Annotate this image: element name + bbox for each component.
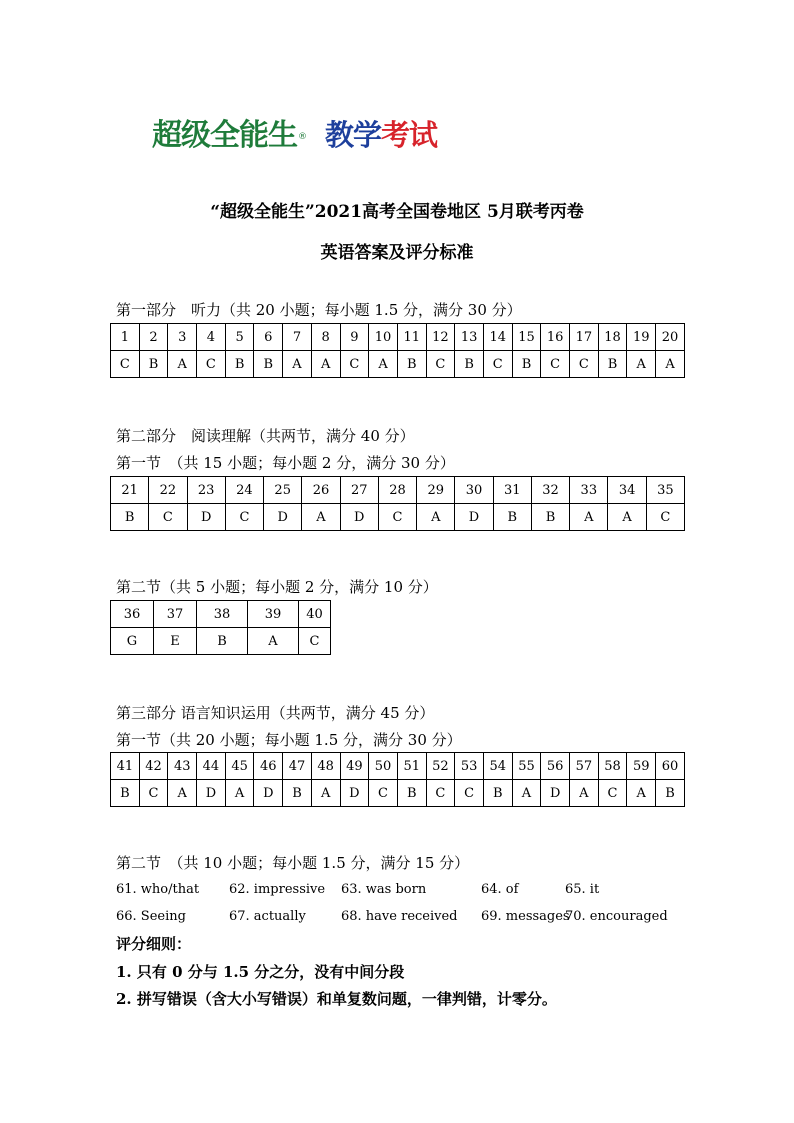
- fill-in-answer: 64. of: [481, 882, 519, 897]
- answer-cell: B: [483, 780, 512, 807]
- answer-cell: C: [646, 504, 684, 531]
- answer-cell: B: [197, 628, 248, 655]
- question-number-cell: 25: [264, 477, 302, 504]
- question-number-cell: 51: [397, 753, 426, 780]
- logo-tag-part1: 教学: [325, 118, 382, 152]
- fill-in-answer: 66. Seeing: [116, 909, 186, 924]
- part2-section2-heading: 第二节（共 5 小题；每小题 2 分，满分 10 分）: [116, 578, 438, 596]
- answer-row: [111, 628, 331, 655]
- part3-section2-heading: 第二节 （共 10 小题；每小题 1.5 分，满分 15 分）: [116, 854, 470, 872]
- part2-section2-answer-table: [110, 600, 331, 655]
- logo-tagline: [325, 118, 437, 152]
- question-number-cell: 27: [340, 477, 378, 504]
- answer-cell: B: [656, 780, 685, 807]
- question-number-cell: 48: [311, 753, 340, 780]
- answer-cell: D: [455, 504, 493, 531]
- scoring-rule-2: 2. 拼写错误（含大小写错误）和单复数问题，一律判错，计零分。: [116, 990, 557, 1008]
- answer-cell: E: [154, 628, 197, 655]
- question-number-cell: 43: [168, 753, 197, 780]
- question-number-cell: 6: [254, 324, 283, 351]
- question-number-cell: 42: [139, 753, 168, 780]
- logo: [152, 110, 438, 153]
- registered-mark: ®: [298, 131, 307, 142]
- question-number-cell: 9: [340, 324, 369, 351]
- question-number-cell: 50: [369, 753, 398, 780]
- question-number-cell: 55: [512, 753, 541, 780]
- question-number-cell: 10: [369, 324, 398, 351]
- answer-cell: B: [254, 351, 283, 378]
- answer-cell: B: [397, 351, 426, 378]
- answer-cell: D: [197, 780, 226, 807]
- question-number-cell: 30: [455, 477, 493, 504]
- scoring-rules-heading: 评分细则：: [116, 935, 192, 953]
- answer-row: [111, 780, 685, 807]
- question-number-cell: 53: [455, 753, 484, 780]
- part1-heading: 第一部分 听力（共 20 小题；每小题 1.5 分，满分 30 分）: [116, 301, 522, 319]
- answer-cell: A: [225, 780, 254, 807]
- scoring-rule-1: 1. 只有 0 分与 1.5 分之分，没有中间分段: [116, 963, 405, 981]
- question-number-cell: 7: [283, 324, 312, 351]
- answer-cell: A: [168, 351, 197, 378]
- question-number-cell: 39: [248, 601, 299, 628]
- answer-cell: A: [656, 351, 685, 378]
- answer-cell: C: [541, 351, 570, 378]
- question-number-cell: 17: [570, 324, 599, 351]
- answer-cell: C: [340, 351, 369, 378]
- answer-cell: A: [627, 351, 656, 378]
- answer-cell: C: [139, 780, 168, 807]
- question-number-cell: 26: [302, 477, 340, 504]
- answer-cell: B: [531, 504, 569, 531]
- answer-cell: A: [417, 504, 455, 531]
- question-number-cell: 19: [627, 324, 656, 351]
- question-number-cell: 60: [656, 753, 685, 780]
- document-subtitle: 英语答案及评分标准: [320, 243, 474, 263]
- part3-section1-answer-table: [110, 752, 685, 807]
- question-number-cell: 52: [426, 753, 455, 780]
- answer-cell: C: [483, 351, 512, 378]
- question-number-cell: 40: [299, 601, 331, 628]
- part2-heading: 第二部分 阅读理解（共两节，满分 40 分）: [116, 427, 415, 445]
- fill-in-answer: 62. impressive: [229, 882, 326, 897]
- logo-tag-part2: 考试: [381, 118, 438, 152]
- answer-cell: A: [608, 504, 646, 531]
- answer-cell: D: [340, 504, 378, 531]
- question-number-cell: 28: [378, 477, 416, 504]
- answer-cell: D: [264, 504, 302, 531]
- question-number-cell: 5: [225, 324, 254, 351]
- question-number-cell: 2: [139, 324, 168, 351]
- answer-cell: C: [197, 351, 226, 378]
- answer-cell: G: [111, 628, 154, 655]
- question-number-cell: 4: [197, 324, 226, 351]
- answer-cell: D: [187, 504, 225, 531]
- answer-cell: B: [283, 780, 312, 807]
- question-number-cell: 59: [627, 753, 656, 780]
- answer-cell: C: [299, 628, 331, 655]
- question-number-cell: 1: [111, 324, 140, 351]
- answer-cell: A: [512, 780, 541, 807]
- question-number-cell: 47: [283, 753, 312, 780]
- fill-in-answer: 65. it: [565, 882, 600, 897]
- question-number-row: [111, 477, 685, 504]
- question-number-cell: 49: [340, 753, 369, 780]
- answer-cell: A: [302, 504, 340, 531]
- fill-in-row-1: [0, 882, 794, 900]
- answer-cell: B: [598, 351, 627, 378]
- question-number-cell: 32: [531, 477, 569, 504]
- fill-in-answer: 68. have received: [341, 909, 458, 924]
- question-number-cell: 13: [455, 324, 484, 351]
- answer-cell: D: [340, 780, 369, 807]
- answer-cell: C: [598, 780, 627, 807]
- question-number-cell: 18: [598, 324, 627, 351]
- answer-cell: B: [225, 351, 254, 378]
- question-number-cell: 23: [187, 477, 225, 504]
- answer-cell: A: [570, 780, 599, 807]
- question-number-cell: 56: [541, 753, 570, 780]
- answer-row: [111, 504, 685, 531]
- answer-cell: A: [248, 628, 299, 655]
- question-number-cell: 44: [197, 753, 226, 780]
- answer-cell: B: [455, 351, 484, 378]
- answer-cell: C: [378, 504, 416, 531]
- question-number-cell: 54: [483, 753, 512, 780]
- part2-section1-answer-table: [110, 476, 685, 531]
- answer-cell: B: [512, 351, 541, 378]
- question-number-cell: 21: [111, 477, 149, 504]
- question-number-cell: 41: [111, 753, 140, 780]
- answer-cell: C: [225, 504, 263, 531]
- answer-cell: B: [493, 504, 531, 531]
- question-number-cell: 3: [168, 324, 197, 351]
- question-number-row: [111, 601, 331, 628]
- answer-cell: D: [254, 780, 283, 807]
- answer-cell: C: [369, 780, 398, 807]
- question-number-row: [111, 753, 685, 780]
- fill-in-answer: 61. who/that: [116, 882, 200, 897]
- question-number-cell: 57: [570, 753, 599, 780]
- answer-cell: C: [149, 504, 187, 531]
- answer-cell: B: [111, 504, 149, 531]
- answer-cell: C: [570, 351, 599, 378]
- document-title: “超级全能生”2021高考全国卷地区 5月联考丙卷: [210, 202, 584, 222]
- question-number-cell: 8: [311, 324, 340, 351]
- answer-cell: A: [311, 780, 340, 807]
- answer-cell: D: [541, 780, 570, 807]
- question-number-cell: 45: [225, 753, 254, 780]
- question-number-cell: 35: [646, 477, 684, 504]
- question-number-cell: 36: [111, 601, 154, 628]
- part3-section1-heading: 第一节（共 20 小题；每小题 1.5 分，满分 30 分）: [116, 731, 462, 749]
- answer-cell: A: [311, 351, 340, 378]
- question-number-cell: 22: [149, 477, 187, 504]
- question-number-cell: 29: [417, 477, 455, 504]
- answer-cell: B: [139, 351, 168, 378]
- question-number-cell: 12: [426, 324, 455, 351]
- answer-cell: A: [570, 504, 608, 531]
- fill-in-answer: 70. encouraged: [565, 909, 668, 924]
- question-number-cell: 20: [656, 324, 685, 351]
- question-number-cell: 16: [541, 324, 570, 351]
- part3-heading: 第三部分 语言知识运用（共两节，满分 45 分）: [116, 704, 435, 722]
- question-number-cell: 15: [512, 324, 541, 351]
- fill-in-answer: 63. was born: [341, 882, 427, 897]
- question-number-cell: 58: [598, 753, 627, 780]
- answer-cell: B: [397, 780, 426, 807]
- question-number-cell: 11: [397, 324, 426, 351]
- question-number-cell: 24: [225, 477, 263, 504]
- answer-row: [111, 351, 685, 378]
- answer-cell: B: [111, 780, 140, 807]
- answer-cell: A: [627, 780, 656, 807]
- answer-cell: C: [455, 780, 484, 807]
- question-number-cell: 37: [154, 601, 197, 628]
- fill-in-answer: 67. actually: [229, 909, 306, 924]
- question-number-cell: 31: [493, 477, 531, 504]
- question-number-cell: 38: [197, 601, 248, 628]
- question-number-cell: 46: [254, 753, 283, 780]
- question-number-cell: 34: [608, 477, 646, 504]
- fill-in-row-2: [0, 909, 794, 927]
- part1-answer-table: [110, 323, 685, 378]
- question-number-row: [111, 324, 685, 351]
- question-number-cell: 33: [570, 477, 608, 504]
- answer-cell: C: [111, 351, 140, 378]
- question-number-cell: 14: [483, 324, 512, 351]
- answer-cell: A: [283, 351, 312, 378]
- answer-cell: C: [426, 780, 455, 807]
- part2-section1-heading: 第一节 （共 15 小题；每小题 2 分，满分 30 分）: [116, 454, 455, 472]
- fill-in-answer: 69. messages: [481, 909, 570, 924]
- answer-cell: A: [168, 780, 197, 807]
- answer-cell: A: [369, 351, 398, 378]
- logo-brand: 超级全能生: [152, 118, 297, 153]
- answer-cell: C: [426, 351, 455, 378]
